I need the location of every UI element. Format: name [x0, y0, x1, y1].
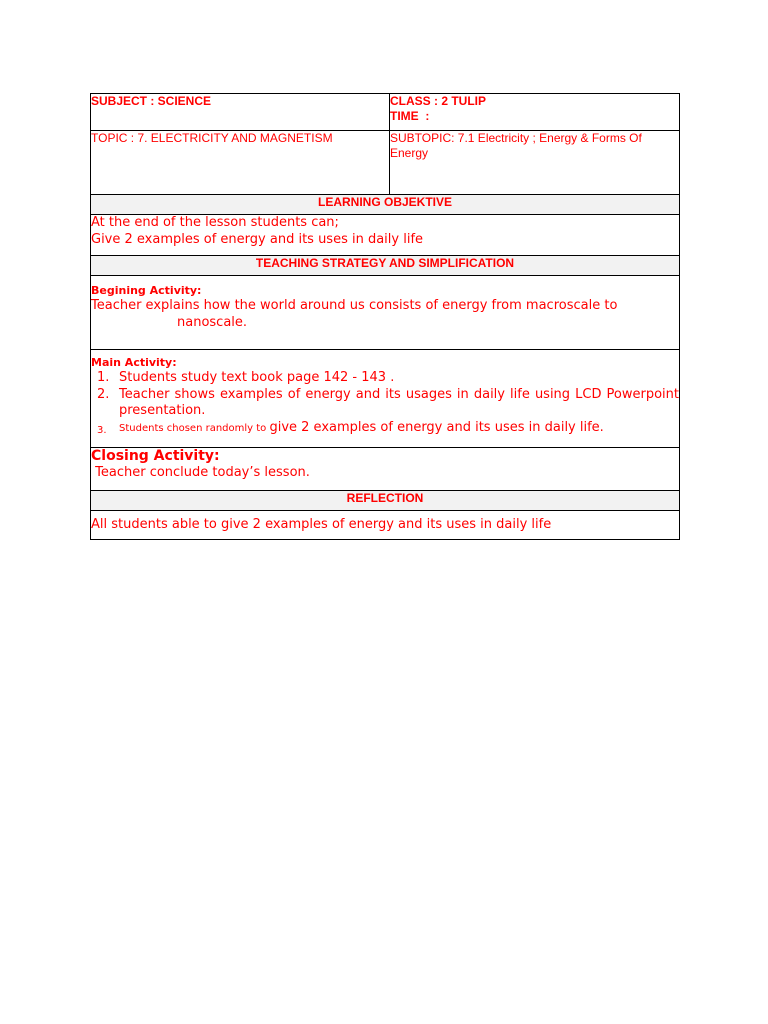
closing-activity-text: Teacher conclude today’s lesson. [91, 465, 310, 480]
main-activity-step [91, 370, 679, 387]
beginning-activity-text: Teacher explains how the world around us consists of energy from macroscale to [91, 298, 618, 313]
subtopic-label: SUBTOPIC: 7.1 Electricity ; Energy & Forms Of Energy [390, 131, 642, 160]
main-activity-label: Main Activity: [91, 356, 177, 369]
topic-cell [91, 131, 390, 195]
learning-objective-heading-row [91, 195, 680, 215]
objective-intro: At the end of the lesson students can; [91, 215, 339, 230]
lesson-plan-table [90, 93, 680, 540]
main-activity-list [91, 370, 679, 439]
step-text: Teacher shows examples of energy and its usages in daily life using LCD Powerpoint presentation. [119, 386, 679, 418]
beginning-activity-cell [91, 276, 680, 350]
step-text-small: Students chosen randomly to [119, 422, 270, 434]
subject-label: SUBJECT : SCIENCE [91, 94, 212, 108]
subtopic-cell [390, 131, 680, 195]
reflection-heading-row [91, 490, 680, 510]
closing-activity-row [91, 448, 680, 491]
teaching-strategy-heading-row [91, 256, 680, 276]
step-number: 2. [97, 386, 110, 402]
class-label: CLASS : 2 TULIP [390, 94, 487, 108]
subject-cell [91, 94, 390, 131]
class-time-cell [390, 94, 680, 131]
main-activity-cell [91, 350, 680, 448]
reflection-text: All students able to give 2 examples of energy and its uses in daily life [91, 516, 552, 532]
reflection-row [91, 510, 680, 540]
beginning-activity-row [91, 276, 680, 350]
reflection-cell [91, 510, 680, 540]
main-activity-step [91, 387, 679, 420]
topic-row [91, 131, 680, 195]
reflection-heading: REFLECTION [91, 490, 680, 510]
learning-objective-cell [91, 215, 680, 256]
main-activity-step [91, 420, 679, 440]
closing-activity-cell [91, 448, 680, 491]
teaching-strategy-heading: TEACHING STRATEGY AND SIMPLIFICATION [91, 256, 680, 276]
step-text: give 2 examples of energy and its uses in daily life. [269, 419, 604, 435]
closing-activity-label: Closing Activity: [91, 448, 220, 464]
topic-label: TOPIC : 7. ELECTRICITY AND MAGNETISM [91, 131, 333, 145]
step-number: 1. [97, 370, 110, 385]
learning-objective-row [91, 215, 680, 256]
step-number: 3. [97, 424, 107, 436]
time-label: TIME : [390, 109, 430, 123]
header-row [91, 94, 680, 131]
main-activity-row [91, 350, 680, 448]
step-text: Students study text book page 142 - 143 . [119, 370, 395, 385]
objective-text: Give 2 examples of energy and its uses in daily life [91, 231, 424, 247]
learning-objective-heading: LEARNING OBJEKTIVE [91, 195, 680, 215]
step-text-wrap [119, 420, 679, 440]
beginning-activity-text-cont: nanoscale. [177, 314, 248, 330]
beginning-activity-label: Begining Activity: [91, 284, 202, 297]
